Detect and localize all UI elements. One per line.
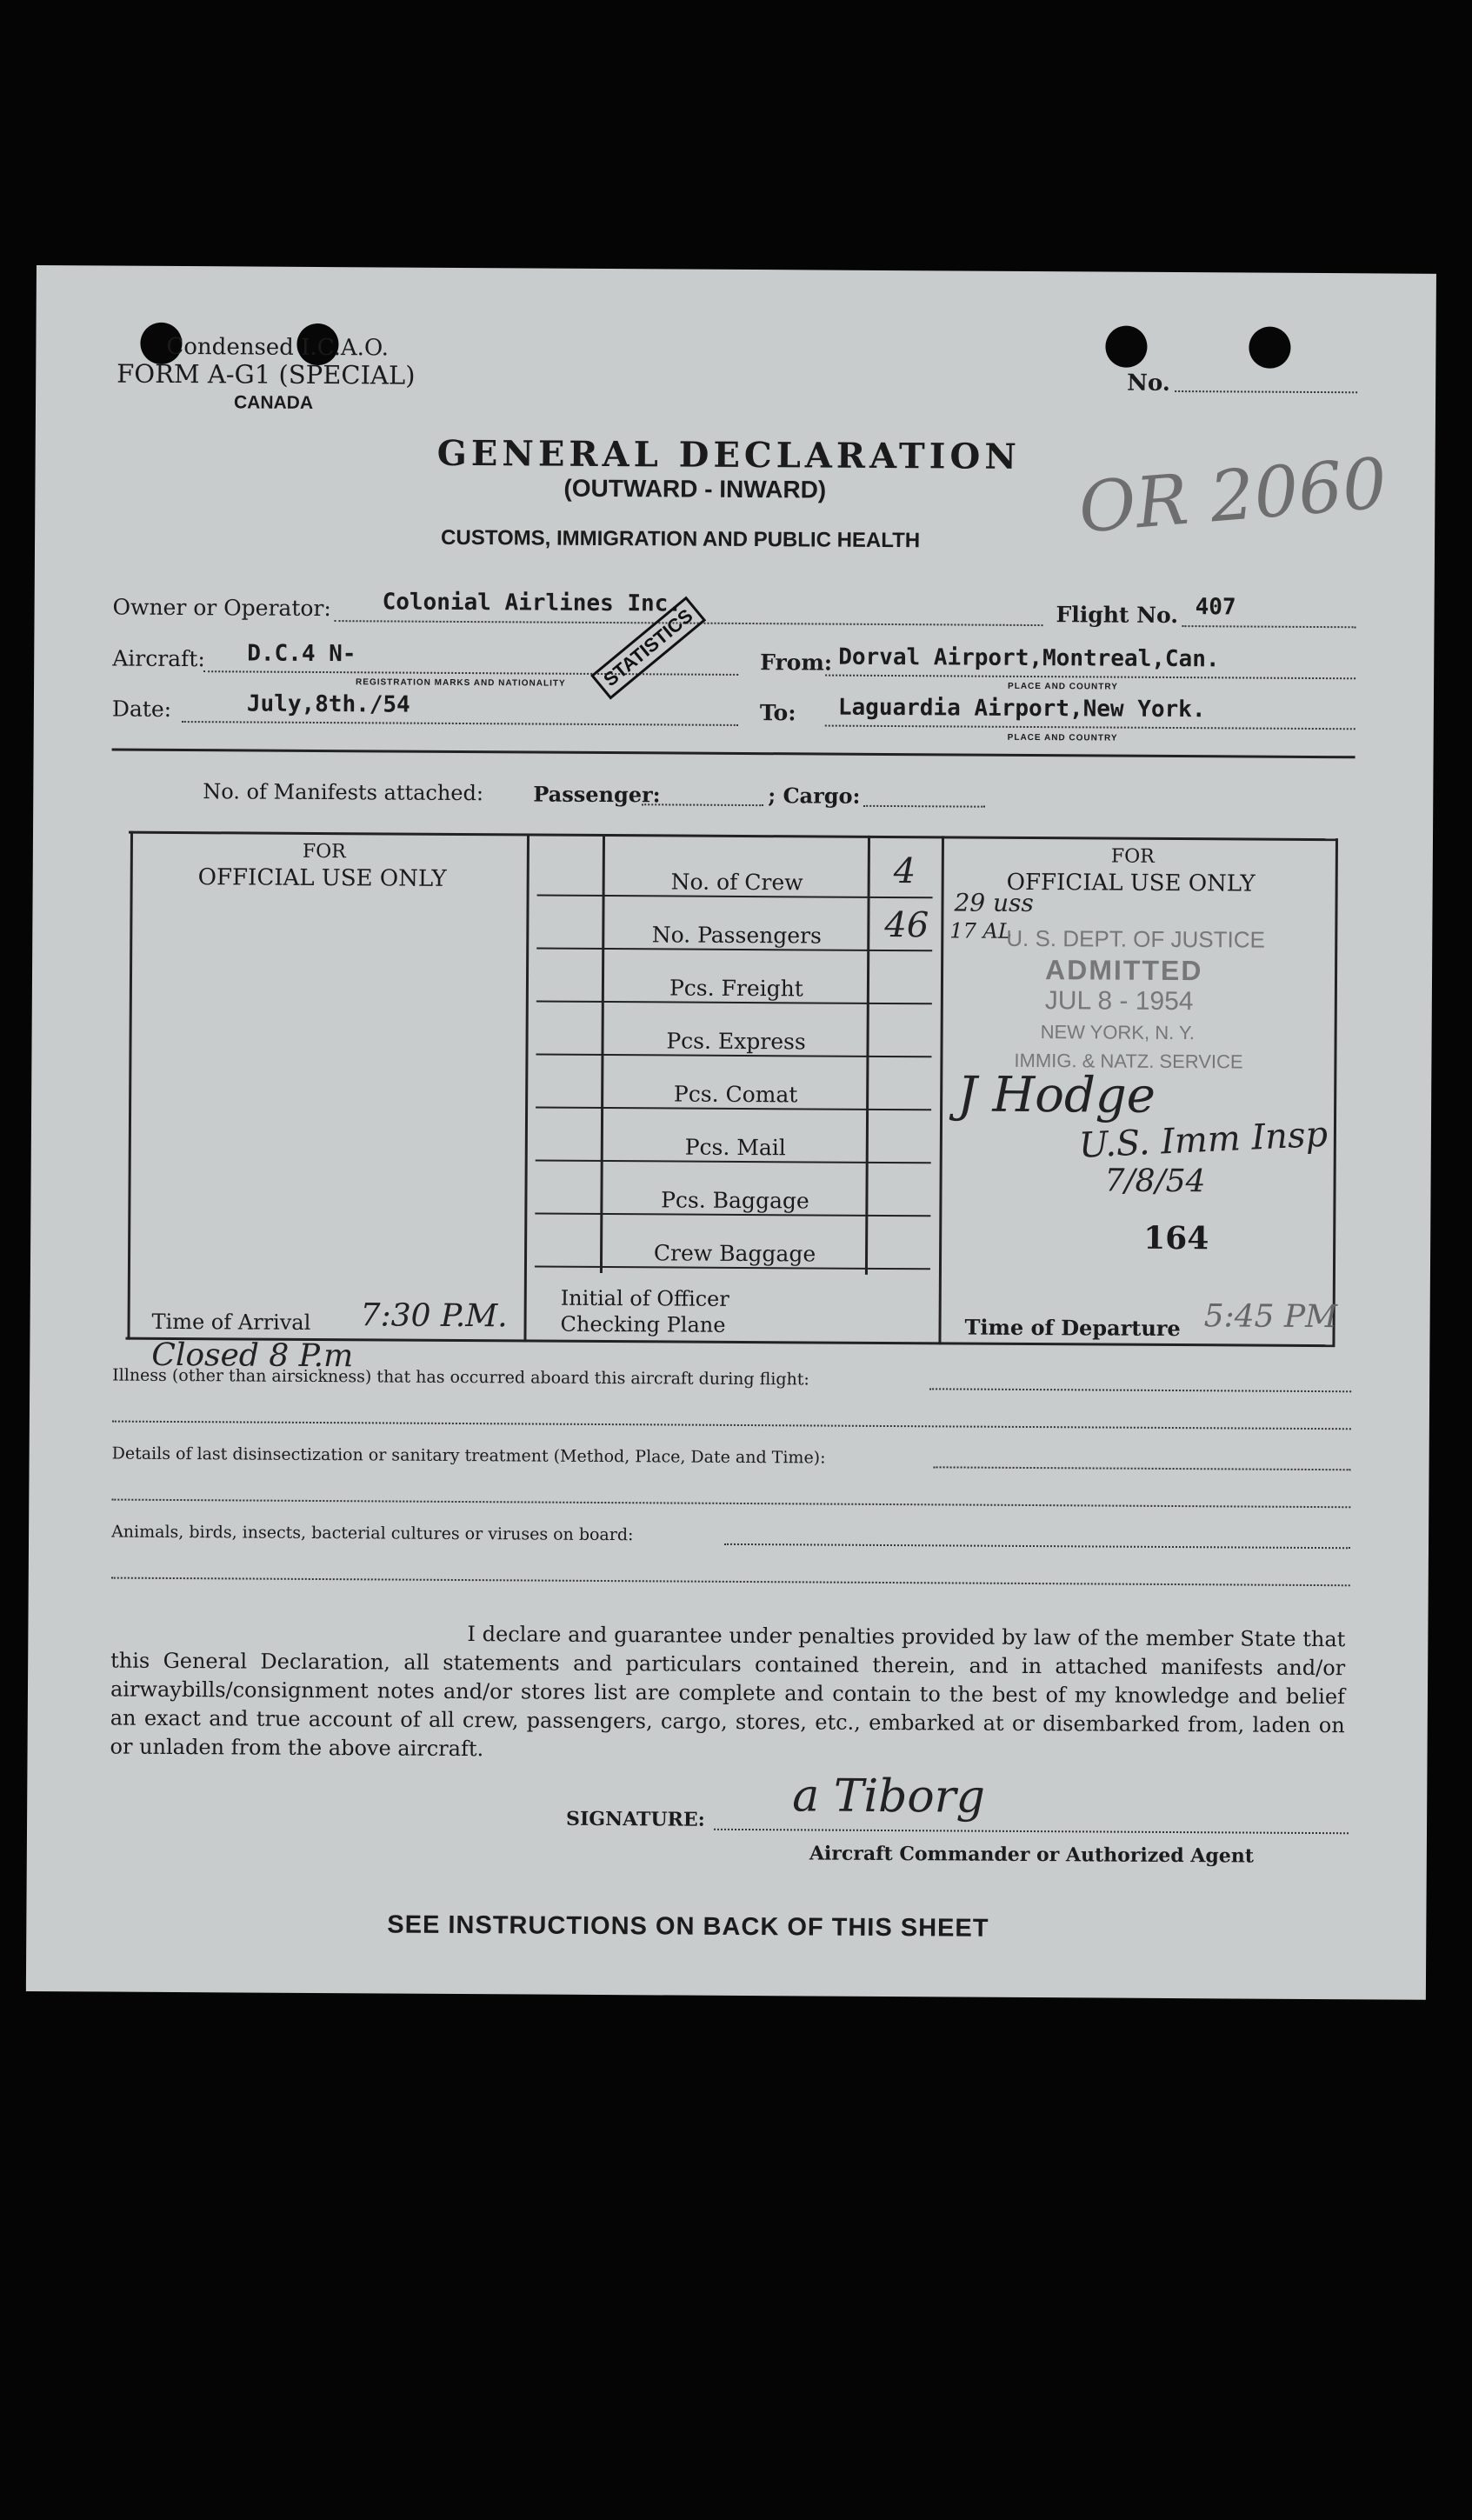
cargo-line (863, 805, 985, 808)
admitted-stamp-line1: U. S. DEPT. OF JUSTICE (1006, 924, 1265, 953)
table-row: Pcs. Express (666, 1028, 806, 1055)
crew-count: 4 (893, 851, 916, 892)
passenger-count: 46 (884, 904, 929, 946)
owner-label: Owner or Operator: (112, 594, 331, 622)
declaration-sheet (26, 265, 1436, 2000)
table-row: Crew Baggage (653, 1240, 816, 1267)
date-value: July,8th./54 (246, 690, 410, 718)
to-line (825, 725, 1355, 730)
disinsection-line-2 (111, 1499, 1350, 1509)
flight-line (1182, 625, 1355, 628)
from-value: Dorval Airport,Montreal,Can. (838, 643, 1220, 673)
manifests-label: No. of Manifests attached: (203, 779, 484, 806)
to-caption: PLACE AND COUNTRY (1007, 732, 1118, 743)
table-row: Pcs. Baggage (661, 1187, 809, 1214)
animals-label: Animals, birds, insects, bacterial cultures or viruses on board: (111, 1522, 634, 1545)
signature-caption: Aircraft Commander or Authorized Agent (809, 1842, 1255, 1868)
table-left-border (127, 831, 133, 1340)
inspector-date: 7/8/54 (1104, 1163, 1206, 1200)
statistics-stamp: STATISTICS (590, 597, 706, 700)
handwritten-ref: OR 2060 (1076, 443, 1390, 549)
punch-hole (1249, 327, 1290, 369)
arrival-value: 7:30 P.M. (360, 1297, 508, 1335)
aircraft-label: Aircraft: (112, 645, 205, 672)
animals-line (724, 1543, 1350, 1549)
table-right-border (1332, 838, 1338, 1347)
from-label: From: (760, 650, 833, 676)
manifests-cargo-label: ; Cargo: (768, 783, 861, 809)
illness-line (929, 1388, 1351, 1392)
page-subtitle: (OUTWARD - INWARD) (563, 474, 827, 503)
table-row: No. Passengers (651, 922, 822, 949)
manifests-passenger-label: Passenger: (533, 781, 661, 808)
owner-value: Colonial Airlines Inc. (382, 589, 683, 617)
form-number: FORM A-G1 (SPECIAL) (117, 358, 416, 390)
officer-checking-label: Checking Plane (560, 1311, 726, 1337)
footer-instructions: SEE INSTRUCTIONS ON BACK OF THIS SHEET (387, 1910, 989, 1943)
signature-line (714, 1829, 1349, 1834)
left-official-use: OFFICIAL USE ONLY (197, 864, 447, 892)
illness-label: Illness (other than airsickness) that has occurred aboard this aircraft during flight: (112, 1365, 809, 1390)
title-line3: CUSTOMS, IMMIGRATION AND PUBLIC HEALTH (441, 525, 921, 553)
closed-note: Closed 8 P.m (151, 1337, 354, 1375)
admitted-stamp-line5: IMMIG. & NATZ. SERVICE (1014, 1049, 1243, 1073)
inspector-title: U.S. Imm Insp (1077, 1114, 1329, 1166)
date-label: Date: (111, 696, 172, 722)
right-official-use: OFFICIAL USE ONLY (1006, 869, 1256, 897)
flight-label: Flight No. (1056, 602, 1179, 629)
table-row: Pcs. Freight (669, 975, 803, 1002)
from-line (825, 675, 1355, 680)
officer-initial-label: Initial of Officer (560, 1285, 729, 1311)
disinsection-label: Details of last disinsectization or sanitary treatment (Method, Place, Date and Time): (111, 1443, 826, 1468)
country: CANADA (233, 392, 314, 413)
signature-label: SIGNATURE: (566, 1807, 705, 1831)
flight-value: 407 (1195, 594, 1236, 621)
to-label: To: (759, 700, 796, 726)
departure-label: Time of Departure (964, 1314, 1181, 1342)
left-column-divider (523, 833, 530, 1342)
captain-signature: a Tiborg (792, 1770, 986, 1823)
inspector-signature: J Hodge (956, 1066, 1156, 1124)
animals-line-2 (111, 1577, 1350, 1587)
table-row: Pcs. Mail (684, 1134, 786, 1161)
aircraft-caption: REGISTRATION MARKS AND NATIONALITY (356, 677, 566, 689)
admitted-stamp-line4: NEW YORK, N. Y. (1040, 1021, 1195, 1044)
punch-hole (1105, 326, 1147, 368)
aircraft-value: D.C.4 N- (247, 640, 356, 668)
table-row: No. of Crew (670, 869, 803, 896)
right-column-divider (938, 836, 944, 1344)
entry-number: 164 (1143, 1219, 1209, 1257)
condensed-icao: Condensed I.C.A.O. (166, 333, 390, 362)
departure-value: 5:45 PM (1203, 1298, 1338, 1336)
aircraft-line (203, 670, 738, 676)
left-for: FOR (302, 840, 346, 863)
table-row: Pcs. Comat (673, 1081, 798, 1108)
arrival-label: Time of Arrival (151, 1309, 311, 1335)
from-caption: PLACE AND COUNTRY (1008, 681, 1118, 692)
admitted-stamp-line3: JUL 8 - 1954 (1044, 986, 1194, 1017)
right-for: FOR (1110, 845, 1155, 868)
right-note-1: 29 uss (954, 888, 1034, 918)
no-label: No. (1127, 370, 1170, 397)
declaration-text: I declare and guarantee under penalties provided by law of the member State that this General Declaration, all statements and particulars contained therein, and in attached manifests and/or airwaybills/consignment notes and/or stores list are complete and contain to the best of my knowledge and belief an exact and true account of all crew, passengers, cargo, stores, etc., embarked at or disembarked from, laden on or unladen from the above aircraft. (110, 1622, 1346, 1762)
disinsection-line (934, 1466, 1351, 1470)
no-line (1175, 390, 1357, 393)
page-title: GENERAL DECLARATION (436, 432, 1021, 477)
to-value: Laguardia Airport,New York. (837, 694, 1206, 723)
illness-line-2 (112, 1421, 1351, 1430)
header-rule (112, 749, 1355, 759)
date-line (182, 721, 738, 726)
right-note-2: 17 AL (949, 918, 1012, 943)
admitted-stamp-line2: ADMITTED (1044, 954, 1203, 987)
